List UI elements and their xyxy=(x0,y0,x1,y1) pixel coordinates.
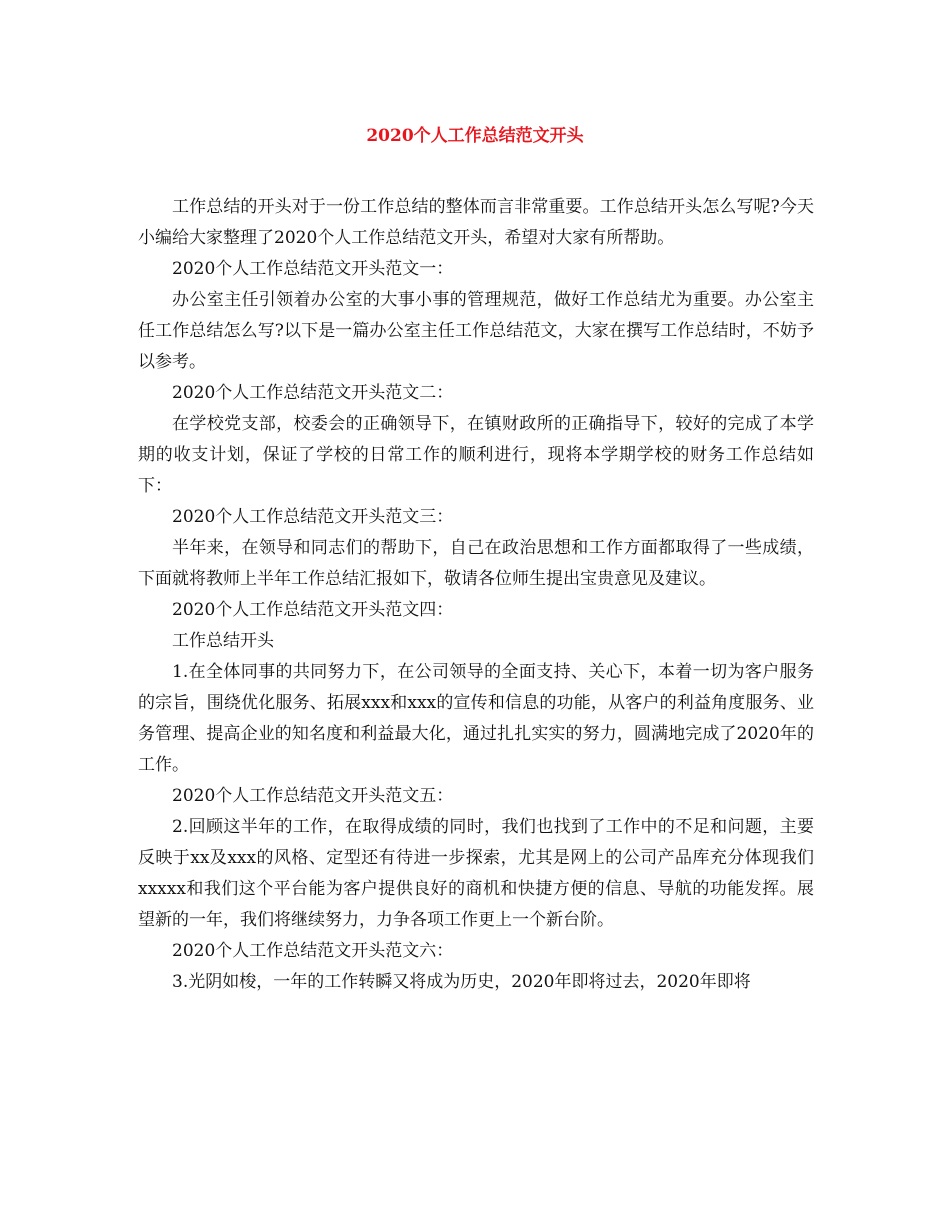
paragraph-4: 1.在全体同事的共同努力下，在公司领导的全面支持、关心下，本着一切为客户服务的宗旨，围绕优化服务、拓展xxx和xxx的宣传和信息的功能，从客户的利益角度服务、业务管理、提高企业的知名度和利益最大化，通过扎扎实实的努力，圆满地完成了2020年的工作。 xyxy=(138,662,814,775)
section-heading-1: 2020个人工作总结范文开头范文一： xyxy=(172,259,454,279)
paragraph-5: 2.回顾这半年的工作，在取得成绩的同时，我们也找到了工作中的不足和问题，主要反映于xx及xxx的风格、定型还有待进一步探索，尤其是网上的公司产品库充分体现我们xxxxx和我们这个平台能为客户提供良好的商机和快捷方便的信息、导航的功能发挥。展望新的一年，我们将继续努力，力争各项工作更上一个新台阶。 xyxy=(138,817,814,930)
document-title: 2020个人工作总结范文开头 xyxy=(366,126,584,146)
section-heading-3: 2020个人工作总结范文开头范文三： xyxy=(172,507,454,527)
section-heading-6: 2020个人工作总结范文开头范文六： xyxy=(172,941,454,961)
paragraph-2: 在学校党支部，校委会的正确领导下，在镇财政所的正确指导下，较好的完成了本学期的收支计划，保证了学校的日常工作的顺利进行，现将本学期学校的财务工作总结如下： xyxy=(138,414,814,496)
document-body xyxy=(138,192,814,998)
section-heading-4: 2020个人工作总结范文开头范文四： xyxy=(172,600,454,620)
paragraph-6: 3.光阴如梭，一年的工作转瞬又将成为历史，2020年即将过去，2020年即将 xyxy=(172,972,751,992)
subheading: 工作总结开头 xyxy=(172,631,274,651)
paragraph-intro: 工作总结的开头对于一份工作总结的整体而言非常重要。工作总结开头怎么写呢?今天小编给大家整理了2020个人工作总结范文开头，希望对大家有所帮助。 xyxy=(138,197,814,248)
paragraph-1: 办公室主任引领着办公室的大事小事的管理规范，做好工作总结尤为重要。办公室主任工作总结怎么写?以下是一篇办公室主任工作总结范文，大家在撰写工作总结时，不妨予以参考。 xyxy=(138,290,814,372)
section-heading-2: 2020个人工作总结范文开头范文二： xyxy=(172,383,454,403)
section-heading-5: 2020个人工作总结范文开头范文五： xyxy=(172,786,454,806)
paragraph-3: 半年来，在领导和同志们的帮助下，自己在政治思想和工作方面都取得了一些成绩，下面就将教师上半年工作总结汇报如下，敬请各位师生提出宝贵意见及建议。 xyxy=(138,538,814,589)
